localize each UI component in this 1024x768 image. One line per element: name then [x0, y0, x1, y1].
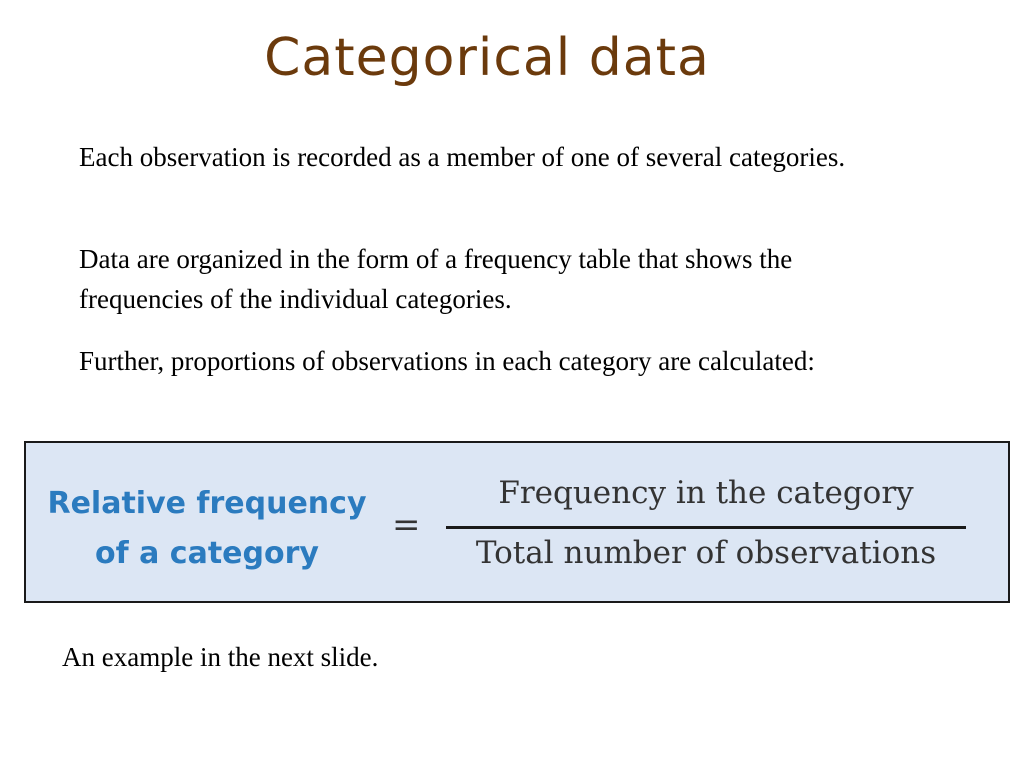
formula-lhs-line1: Relative frequency — [47, 486, 367, 521]
formula-lhs — [46, 479, 368, 579]
relative-frequency-formula-box — [24, 441, 1010, 603]
formula-numerator: Frequency in the category — [498, 475, 914, 511]
footer-note: An example in the next slide. — [62, 642, 379, 672]
paragraph-frequency-table: Data are organized in the form of a frequency table that shows the frequencies of the individual categories. — [79, 244, 793, 314]
formula-denominator: Total number of observations — [475, 535, 937, 571]
formula-lhs-line2: of a category — [95, 536, 319, 571]
formula-fraction-bar — [446, 526, 966, 529]
paragraph-observation-categories: Each observation is recorded as a member of one of several categories. — [79, 142, 846, 172]
formula-equals-sign: = — [392, 505, 421, 545]
slide-title: Categorical data — [264, 28, 710, 88]
paragraph-proportions: Further, proportions of observations in each category are calculated: — [79, 346, 815, 376]
